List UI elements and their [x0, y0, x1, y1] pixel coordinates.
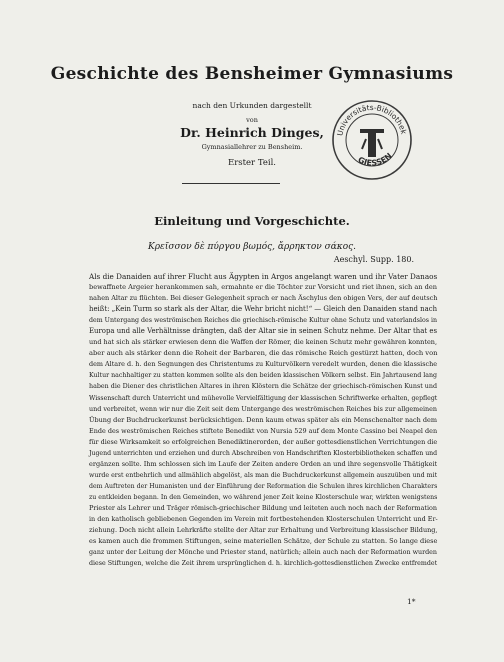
library-stamp [331, 99, 413, 181]
body-line: bewaffnete Argeier herankommen sah, ermahnte er die Töchter zur Vorsicht und riet ihnen, sich an den [89, 283, 437, 292]
signature-mark: 1* [407, 597, 416, 606]
body-line: dem Auftreten der Humanisten und der Einführung der Reformation die Schulen ihres kirchlichen Charakters [89, 482, 438, 490]
byline-von: von [246, 116, 258, 124]
body-line: Als die Danaiden auf ihrer Flucht aus Ägypten in Argos angelangt waren und ihr Vater Danaos [89, 272, 438, 281]
library-stamp-graphic [331, 99, 413, 181]
body-line: und hat sich als stärker erwiesen denn die Waffen der Römer, die keinen Schutz mehr gewähren konnten, [89, 338, 437, 347]
body-line: haben die Diener des christlichen Altares in ihren Klöstern die Schätze der griechisch-römischen Kunst und [89, 383, 437, 391]
epigraph-source: Aeschyl. Supp. 180. [333, 255, 414, 264]
body-line: nahen Altar zu flüchten. Bei dieser Gelegenheit sprach er nach Äschylus den obigen Vers, der auf deutsch [89, 294, 438, 303]
subtitle: nach den Urkunden dargestellt [192, 101, 312, 110]
body-line: Übung der Buchdruckerkunst berücksichtigen. Denn kaum etwas später als ein Menschenalter nach dem [89, 415, 437, 424]
divider-rule [182, 183, 280, 184]
body-line: heißt: „Kein Turm so stark als der Altar, die Wehr bricht nicht!“ — Gleich den Danaiden stand nach [89, 305, 438, 314]
body-line: ganz unter der Leitung der Mönche und Priester stand, natürlich; allein auch nach der Reformation wurden [89, 549, 437, 557]
body-line: Europa und alle Verhältnisse drängten, daß der Altar sie in seinen Schutz nehme. Der Altar that es [89, 327, 437, 336]
body-line: ziehung. Doch nicht allein Lehrkräfte stellte der Altar zur Erhaltung und Verbreitung klassischer Bildung, [89, 526, 438, 535]
document-title: Geschichte des Bensheimer Gymnasiums [50, 64, 454, 84]
body-line: dem Altare d. h. den Segnungen des Christentums zu Kulturvölkern veredelt wurden, denen die klassische [89, 360, 437, 369]
body-line: dem Untergang des weströmischen Reiches die griechisch-römische Kultur ohne Schutz und vaterlandslos in [89, 317, 437, 325]
body-line: ergänzen sollte. Ihm schlossen sich im Laufe der Zeiten andere Orden an und ihre segensvolle Thätigkeit [89, 459, 438, 468]
part-label: Erster Teil. [227, 158, 277, 168]
author-role: Gymnasiallehrer zu Bensheim. [201, 143, 303, 151]
body-line: Kultur nachhaltiger zu statten kommen sollte als den beiden klassischen Völkern selbst. Ein Jahrtausend lang [89, 372, 437, 380]
body-text [89, 271, 437, 569]
section-heading: Einleitung und Vorgeschichte. [154, 214, 350, 228]
body-line: für diese Wirksamkeit so erfolgreichen Benediktinerorden, der außer gottesdienstlichen Verrichtungen die [89, 437, 438, 446]
svg-text:Universitäts-Bibliothek: Universitäts-Bibliothek [335, 102, 409, 137]
body-line: in den katholisch gebliebenen Gegenden im Verein mit fortbestehenden Klosterschulen Unterricht und Er- [89, 515, 438, 524]
svg-text:GIESSEN: GIESSEN [356, 151, 394, 168]
body-line: es kamen auch die frommen Stiftungen, seine materiellen Schätze, der Schule zu statten. So lange diese [89, 537, 438, 546]
body-line: und verbreitet, wenn wir nur die Zeit seit dem Untergange des weströmischen Reiches bis zur allgemeinen [89, 404, 437, 413]
body-line: wurde erst entbehrlich und allmählich abgelöst, als man die Buchdruckerkunst allgemein auszuüben und mit [89, 471, 438, 479]
body-line: zu entkleiden begann. In den Gemeinden, wo während jener Zeit keine Klosterschule war, wirkten wenigstens [89, 493, 438, 501]
author-name: Dr. Heinrich Dinges, [180, 125, 324, 140]
body-line: diese Stiftungen, welche die Zeit ihrem ursprünglichen d. h. kirchlich-gottesdienstlichen Zwecke entfremdet [89, 560, 438, 568]
body-line: Jugend unterrichten und erziehen und durch Abschreiben von Handschriften Klosterbibliotheken schaffen und [89, 449, 438, 457]
body-line: aber auch als stärker denn die Roheit der Barbaren, die das römische Reich gestürzt hatten, doch von [89, 349, 438, 358]
body-line: Ende des weströmischen Reiches stiftete Benedikt von Nursia 529 auf dem Monte Cassino bei Neapel den [89, 426, 438, 435]
greek-epigraph: Κρεῖσσον δὲ πύργου βωμός, ἄρρηκτον σάκος. [147, 242, 357, 252]
body-line: Priester als Lehrer und Träger römisch-griechischer Bildung und leiteten auch noch nach der Reformation [89, 503, 437, 512]
body-line: Wissenschaft durch Unterricht und mühevolle Vervielfältigung der klassischen Schriftwerke erhalten, gepflegt [89, 394, 438, 402]
